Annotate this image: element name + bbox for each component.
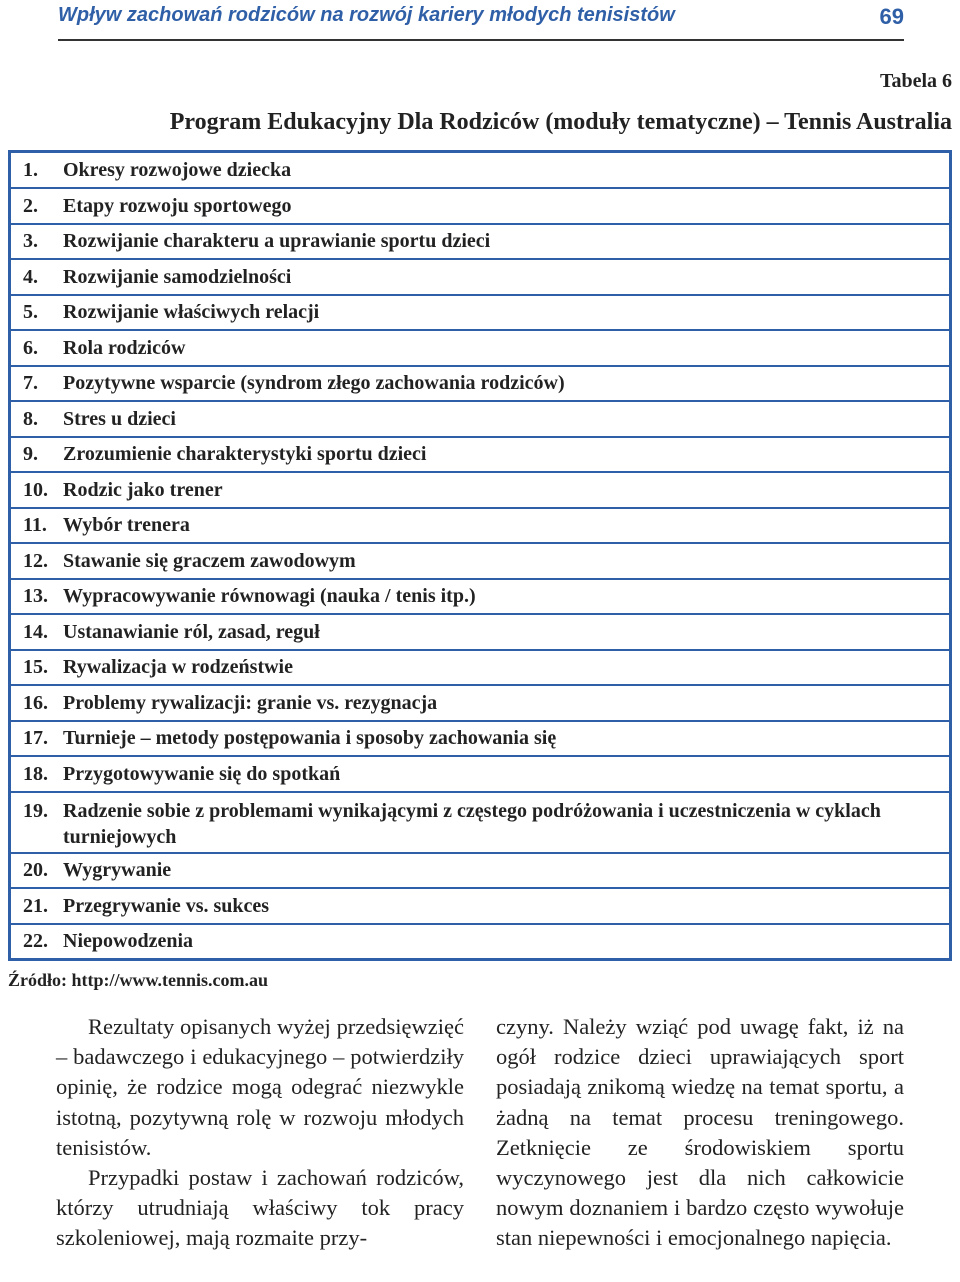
row-number: 16. [23, 691, 48, 714]
row-topic: Problemy rywalizacji: granie vs. rezygnacja [63, 691, 438, 714]
row-number: 13. [23, 585, 48, 608]
table-row [11, 153, 949, 187]
topic-table [8, 150, 952, 961]
body-paragraph: czyny. Należy wziąć pod uwagę fakt, iż na ogół rodzice dzieci uprawiających sport posiadają znikomą wiedzę na temat sportu, a żadną na temat procesu treningowego. Zetknięcie ze środowiskiem sportu wyczynowego jest dla nich całkowicie nowym doznaniem i bardzo często wywołuje stan niepewności i emocjonalnego napięcia. [496, 1014, 904, 1251]
row-topic: Zrozumienie charakterystyki sportu dzieci [63, 443, 427, 466]
row-number: 15. [23, 656, 48, 679]
row-number: 21. [23, 894, 48, 917]
table-title: Program Edukacyjny Dla Rodziców (moduły tematyczne) – Tennis Australia [169, 109, 952, 135]
row-number: 7. [23, 372, 38, 395]
row-topic: Radzenie sobie z problemami wynikającymi z częstego podróżowania i uczestniczenia w cyklach turniejowych [63, 799, 881, 848]
row-topic: Niepowodzenia [63, 930, 193, 953]
body-column-right [496, 1012, 904, 1254]
table-row [11, 400, 949, 436]
table-row [11, 294, 949, 330]
row-topic: Przygotowywanie się do spotkań [63, 762, 341, 785]
row-number: 10. [23, 478, 48, 501]
table-row [11, 365, 949, 401]
row-topic: Etapy rozwoju sportowego [63, 194, 292, 217]
header-rule [58, 39, 904, 41]
body-paragraph: Rezultaty opisanych wyżej przedsięwzięć – badawczego i edukacyjnego – potwierdziły opinię, że rodzice mogą odegrać niezwykle istotną, pozytywną rolę w rozwoju młodych tenisistów. [56, 1014, 464, 1160]
row-topic: Wypracowywanie równowagi (nauka / tenis itp.) [63, 585, 476, 608]
row-topic: Wybór trenera [63, 514, 190, 537]
row-topic: Wygrywanie [63, 859, 172, 882]
table-row [11, 887, 949, 923]
table-row [11, 649, 949, 685]
row-number: 5. [23, 301, 38, 324]
table-row [11, 613, 949, 649]
table-row [11, 923, 949, 959]
row-topic: Rozwijanie właściwych relacji [63, 301, 320, 324]
row-number: 8. [23, 407, 38, 430]
page-number: 69 [879, 4, 904, 29]
row-topic: Stres u dzieci [63, 407, 176, 430]
row-topic: Stawanie się graczem zawodowym [63, 549, 356, 572]
row-number: 9. [23, 443, 38, 466]
row-number: 11. [23, 514, 47, 537]
table-row [11, 436, 949, 472]
row-number: 17. [23, 727, 48, 750]
row-number: 3. [23, 230, 38, 253]
table-row [11, 720, 949, 756]
table-row [11, 187, 949, 223]
row-topic: Rozwijanie samodzielności [63, 265, 292, 288]
table-row [11, 578, 949, 614]
table-row [11, 542, 949, 578]
body-column-left [56, 1012, 464, 1254]
table-row [11, 755, 949, 791]
row-topic: Rola rodziców [63, 336, 186, 359]
row-number: 14. [23, 620, 48, 643]
row-topic: Turnieje – metody postępowania i sposoby zachowania się [63, 727, 557, 750]
table-row [11, 791, 949, 852]
table-row [11, 258, 949, 294]
table-row [11, 852, 949, 888]
row-number: 1. [23, 159, 38, 181]
body-paragraph: Przypadki postaw i zachowań rodziców, którzy utrudniają właściwy tok pracy szkoleniowej, mają rozmaite przy- [56, 1165, 464, 1251]
row-topic: Rozwijanie charakteru a uprawianie sportu dzieci [63, 230, 491, 253]
row-number: 19. [23, 799, 48, 822]
row-topic: Przegrywanie vs. sukces [63, 894, 270, 917]
source-note: Źródło: http://www.tennis.com.au [8, 970, 269, 990]
table-row [11, 471, 949, 507]
running-head [58, 4, 904, 30]
table-label: Tabela 6 [879, 70, 952, 92]
row-number: 12. [23, 549, 48, 572]
row-topic: Pozytywne wsparcie (syndrom złego zachowania rodziców) [63, 372, 565, 395]
row-number: 4. [23, 265, 38, 288]
table-row [11, 223, 949, 259]
row-number: 2. [23, 194, 38, 217]
row-topic: Rodzic jako trener [63, 478, 223, 501]
row-number: 6. [23, 336, 38, 359]
row-number: 22. [23, 930, 48, 953]
table-row [11, 684, 949, 720]
row-topic: Ustanawianie ról, zasad, reguł [63, 620, 320, 643]
row-number: 20. [23, 859, 48, 882]
table-row [11, 329, 949, 365]
running-title: Wpływ zachowań rodziców na rozwój kariery młodych tenisistów [58, 4, 675, 26]
table-row [11, 507, 949, 543]
row-topic: Okresy rozwojowe dziecka [63, 159, 292, 181]
row-number: 18. [23, 762, 48, 785]
row-topic: Rywalizacja w rodzeństwie [63, 656, 293, 679]
